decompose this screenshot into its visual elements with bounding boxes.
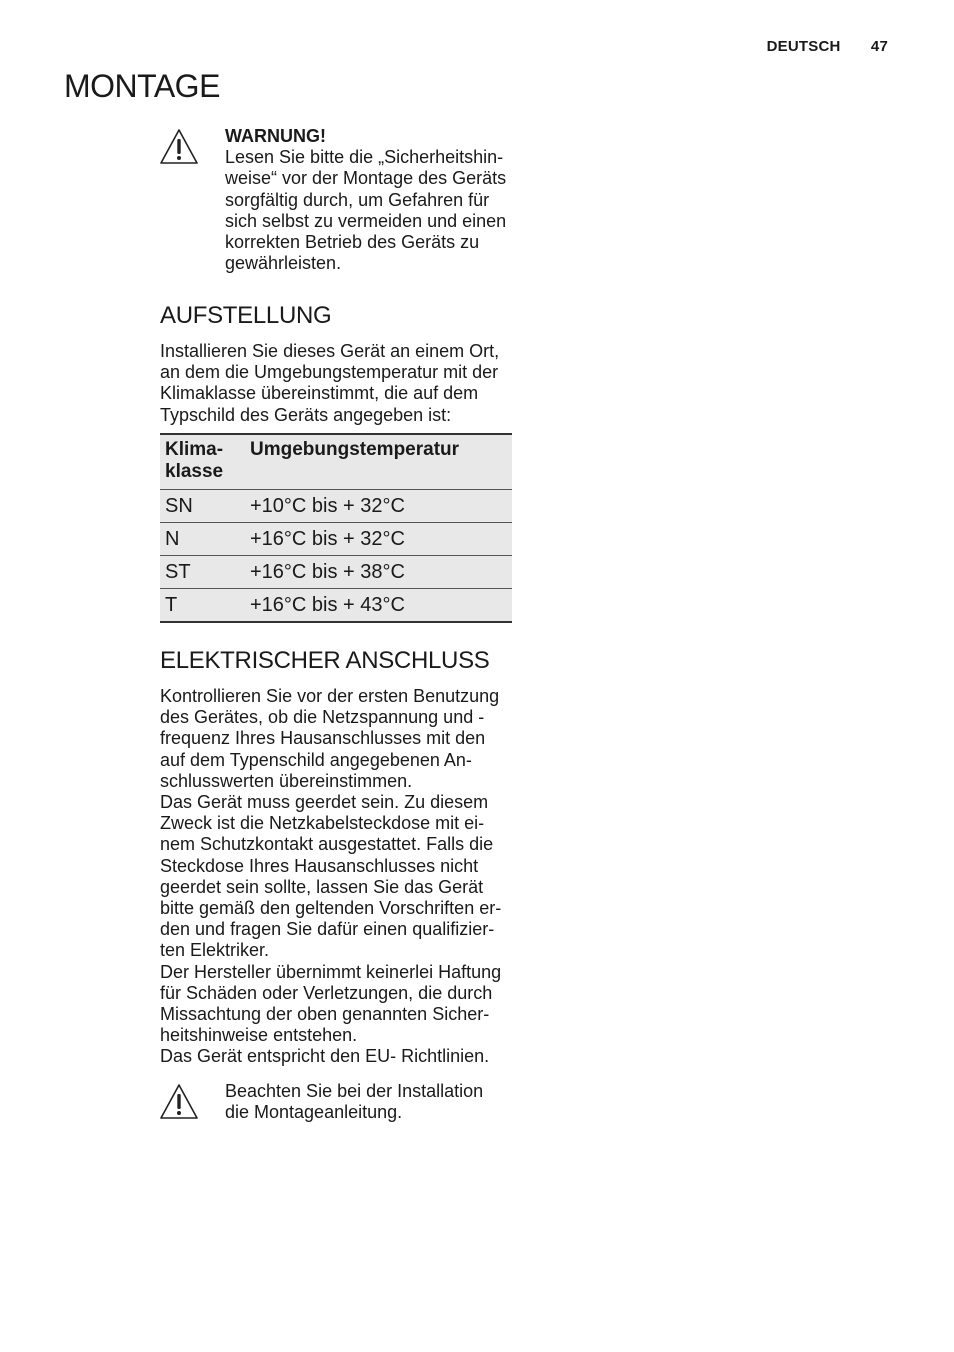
table-header-row	[160, 434, 512, 490]
table-cell-class: SN	[160, 490, 245, 523]
section-heading-aufstellung: AUFSTELLUNG	[160, 302, 332, 329]
installation-note	[225, 1081, 525, 1123]
elektrisch-paragraph-3: Der Hersteller übernimmt keinerlei Haftung für Schäden oder Verletzungen, die durch Missachtung der oben genannten Sicher- heitshinweise entstehen.	[160, 961, 502, 1046]
table-row	[160, 589, 512, 623]
warning-title: WARNUNG!	[225, 126, 326, 146]
warning-text: Lesen Sie bitte die „Sicherheitshin- weise“ vor der Montage des Geräts sorgfältig durch, um Gefahren für sich selbst zu vermeiden und einen korrekten Betrieb des Geräts zu gewährleisten.	[225, 147, 507, 274]
section-heading-elektrischer-anschluss: ELEKTRISCHER ANSCHLUSS	[160, 647, 490, 674]
installation-note-text: Beachten Sie bei der Installation die Montageanleitung.	[225, 1081, 484, 1123]
elektrisch-paragraph-2: Das Gerät muss geerdet sein. Zu diesem Zweck ist die Netzkabelsteckdose mit ei- nem Schutzkontakt ausgestattet. Falls die Steckdose Ihres Hausanschlusses nicht geerdet sein sollte, lassen Sie das Gerät bitte gemäß den geltenden Vorschriften er- den und fragen Sie dafür einen qualifizier- ten Elektriker.	[160, 792, 502, 961]
page-title: MONTAGE	[64, 68, 220, 104]
elektrisch-paragraph-1: Kontrollieren Sie vor der ersten Benutzung des Gerätes, ob die Netzspannung und - frequenz Ihres Hausanschlusses mit den auf dem Typenschild angegebenen An- schlusswerten übereinstimmen.	[160, 686, 500, 791]
table-row	[160, 556, 512, 589]
language-label: DEUTSCH	[766, 38, 841, 55]
table-cell-class: N	[160, 523, 245, 556]
aufstellung-intro	[160, 341, 520, 426]
table-cell-temperature: +16°C bis + 38°C	[245, 556, 512, 589]
table-row	[160, 490, 512, 523]
table-header-klimaklasse: Klima- klasse	[160, 434, 245, 490]
table-cell-class: ST	[160, 556, 245, 589]
table-cell-class: T	[160, 589, 245, 623]
elektrisch-paragraph-4: Das Gerät entspricht den EU- Richtlinien.	[160, 1046, 490, 1067]
warning-block	[225, 126, 525, 274]
page-header	[767, 38, 888, 55]
elektrisch-body	[160, 686, 520, 1068]
table-cell-temperature: +10°C bis + 32°C	[245, 490, 512, 523]
climate-class-table	[160, 433, 512, 623]
warning-triangle-icon	[159, 128, 199, 166]
table-header-umgebungstemperatur: Umgebungstemperatur	[245, 434, 512, 490]
table-cell-temperature: +16°C bis + 43°C	[245, 589, 512, 623]
page-number: 47	[870, 38, 888, 55]
aufstellung-intro-text: Installieren Sie dieses Gerät an einem Ort, an dem die Umgebungstemperatur mit der Klimaklasse übereinstimmt, die auf dem Typschild des Geräts angegeben ist:	[160, 341, 500, 425]
warning-triangle-icon	[159, 1083, 199, 1121]
table-row	[160, 523, 512, 556]
table-cell-temperature: +16°C bis + 32°C	[245, 523, 512, 556]
